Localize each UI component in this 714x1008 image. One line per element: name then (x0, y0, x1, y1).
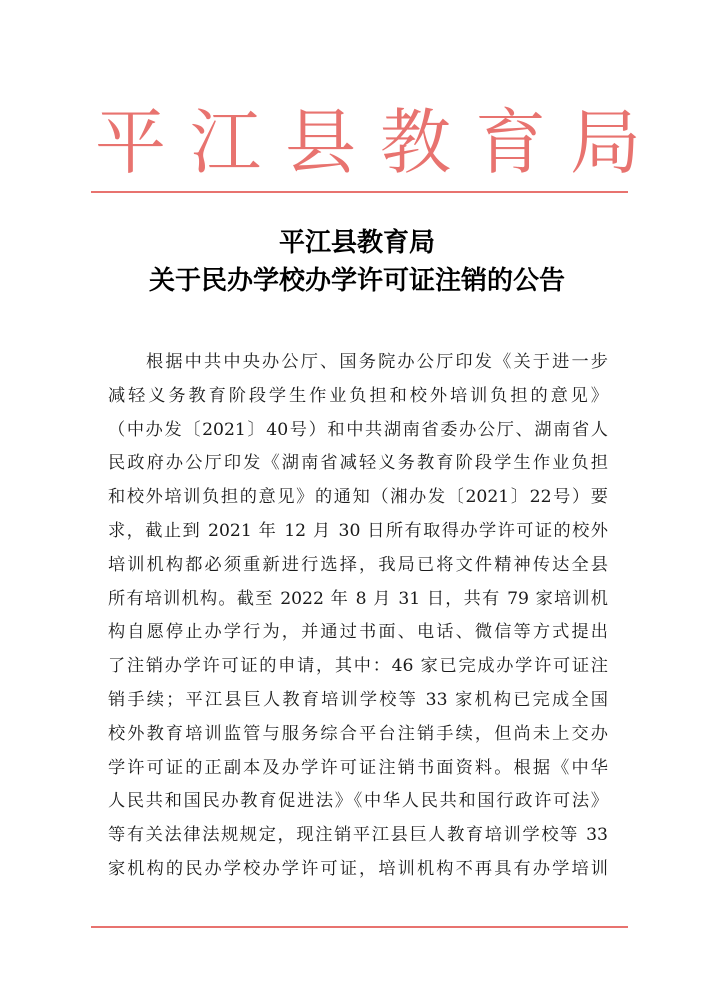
body-line: 和校外培训负担的意见》的通知（湘办发〔2021〕22号）要 (108, 487, 608, 508)
issuing-authority-name: 平江县教育局 (95, 101, 666, 184)
body-line: 了注销办学许可证的申请，其中：46 家已完成办学许可证注 (108, 656, 608, 677)
body-line: 等有关法律法规规定，现注销平江县巨人教育培训学校等 33 (108, 825, 608, 846)
letterhead (0, 103, 714, 183)
body-line: 所有培训机构。截至 2022 年 8 月 31 日，共有 79 家培训机 (108, 588, 608, 609)
body-line: 家机构的民办学校办学许可证，培训机构不再具有办学培训 (108, 858, 608, 879)
body-line: 根据中共中央办公厅、国务院办公厅印发《关于进一步 (146, 352, 608, 372)
body-line: （中办发〔2021〕40号）和中共湖南省委办公厅、湖南省人 (108, 419, 608, 440)
body-line: 构自愿停止办学行为，并通过书面、电话、微信等方式提出 (108, 622, 608, 643)
document-title-issuer: 平江县教育局 (278, 228, 435, 258)
body-line: 培训机构都必须重新进行选择，我局已将文件精神传达全县 (108, 554, 608, 575)
body-line: 学许可证的正副本及办学许可证注销书面资料。根据《中华 (108, 757, 608, 778)
letterhead-divider-top (91, 191, 628, 193)
document-title-subject: 关于民办学校办学许可证注销的公告 (148, 266, 565, 296)
body-line: 民政府办公厅印发《湖南省减轻义务教育阶段学生作业负担 (108, 453, 608, 474)
body-line: 校外教育培训监管与服务综合平台注销手续，但尚未上交办 (108, 723, 608, 744)
body-line: 减轻义务教育阶段学生作业负担和校外培训负担的意见》 (108, 385, 608, 406)
announcement-body (108, 346, 608, 920)
body-line: 求，截止到 2021 年 12 月 30 日所有取得办学许可证的校外 (108, 520, 608, 541)
body-line: 销手续；平江县巨人教育培训学校等 33 家机构已完成全国 (108, 689, 608, 710)
page-divider-bottom (91, 926, 628, 928)
body-line: 人民共和国民办教育促进法》《中华人民共和国行政许可法》 (108, 791, 608, 812)
